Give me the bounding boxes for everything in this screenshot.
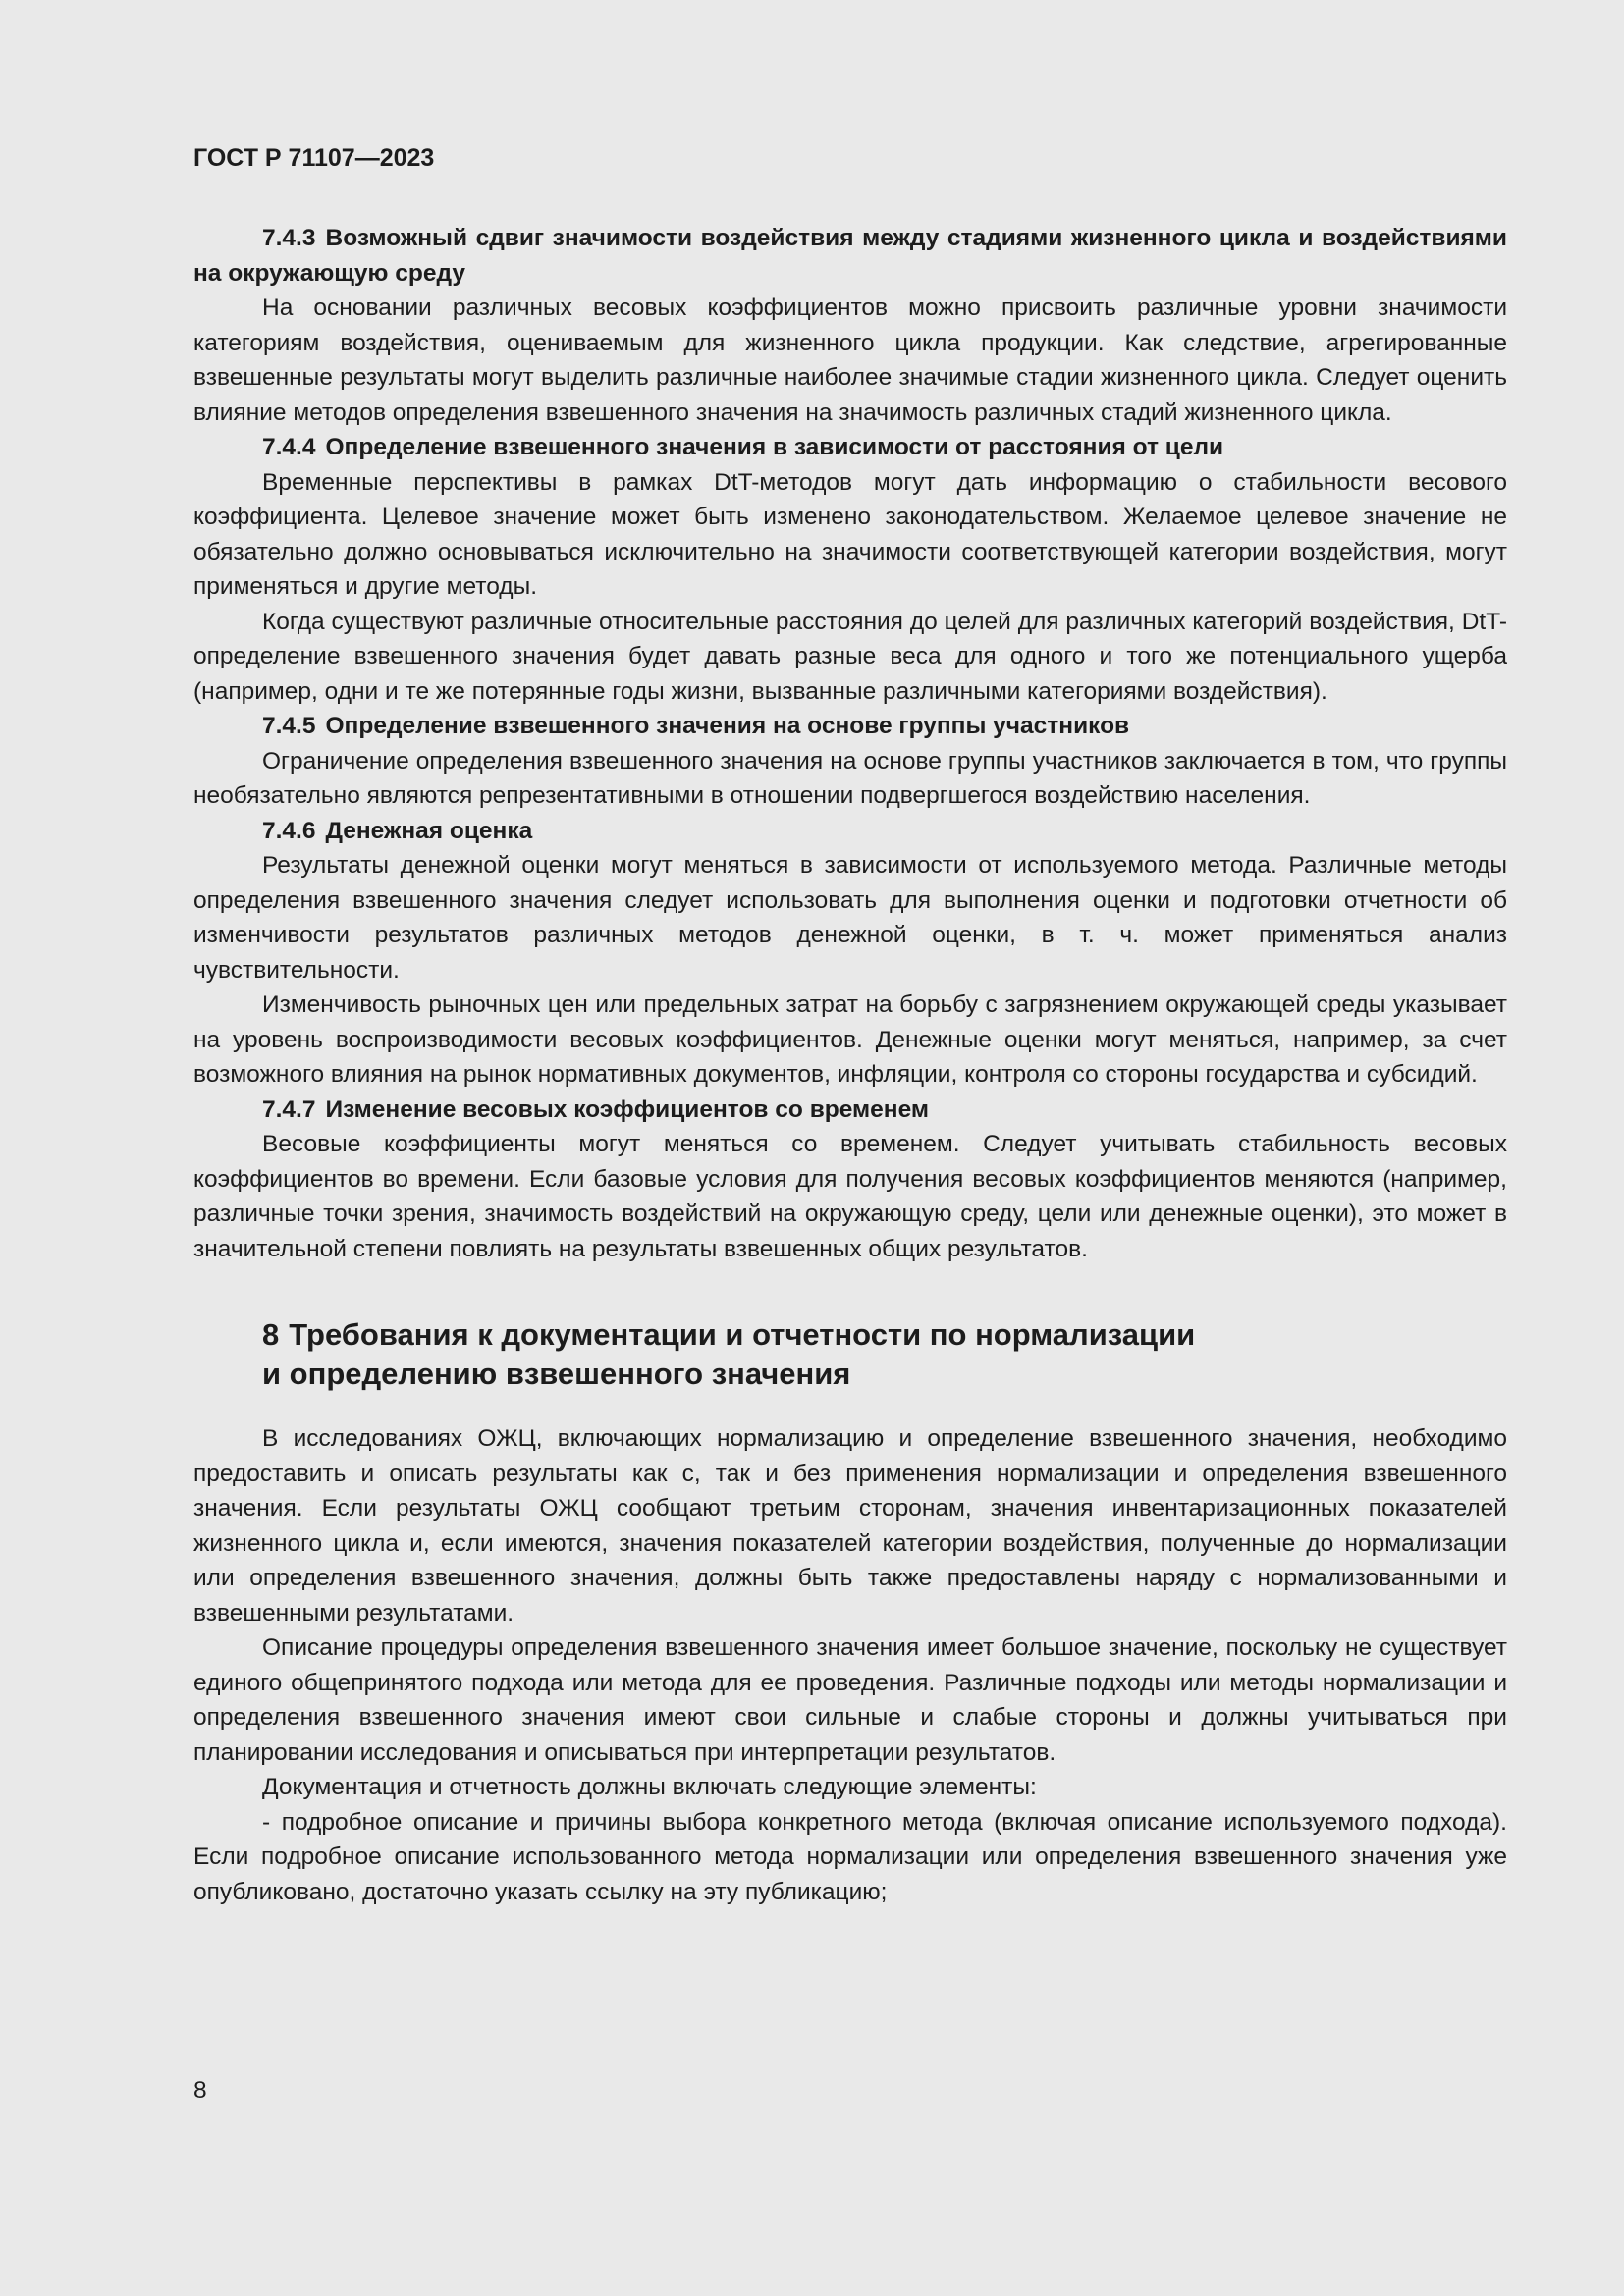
- clause-7-4-5: [193, 709, 1507, 814]
- clause-7-4-6: [193, 814, 1507, 1093]
- clause-title: [193, 814, 1507, 849]
- section-number: 8: [262, 1317, 280, 1352]
- paragraph: Весовые коэффициенты могут меняться со временем. Следует учитывать стабильность весовых коэффициентов во времени. Если базовые условия для получения весовых коэффициентов меняются (например, различные точки зрения, значимость воздействий на окружающую среду, цели или денежные оценки), это может в значительной степени повлиять на результаты взвешенных общих результатов.: [193, 1131, 1507, 1262]
- section-title: [262, 1315, 1507, 1394]
- clause-number: 7.4.5: [262, 713, 316, 739]
- clause-heading: Определение взвешенного значения на основе группы участников: [325, 713, 1130, 739]
- document-page: [193, 142, 1507, 1909]
- clause-title: [193, 1093, 1507, 1128]
- clause-heading: Денежная оценка: [325, 817, 533, 844]
- page-number: 8: [193, 2077, 207, 2104]
- clause-title: [193, 709, 1507, 744]
- paragraph: Изменчивость рыночных цен или предельных затрат на борьбу с загрязнением окружающей среды указывает на уровень воспроизводимости весовых коэффициентов. Денежные оценки могут меняться, например, за счет возможного влияния на рынок нормативных документов, инфляции, контроля со стороны государства и субсидий.: [193, 991, 1507, 1088]
- clauses: [193, 221, 1507, 1266]
- clause-number: 7.4.7: [262, 1095, 316, 1123]
- clause-7-4-3: [193, 221, 1507, 430]
- section-title-line-1: Требования к документации и отчетности по нормализации: [289, 1317, 1196, 1352]
- paragraph: Описание процедуры определения взвешенного значения имеет большое значение, поскольку не существует единого общепринятого подхода или метода для ее проведения. Различные подходы или методы нормализации и определения взвешенного значения имеют свои сильные и слабые стороны и должны учитываться при планировании исследования и описываться при интерпретации результатов.: [193, 1634, 1507, 1766]
- section-8: [193, 1315, 1507, 1909]
- list-item: - подробное описание и причины выбора конкретного метода (включая описание используемого подхода). Если подробное описание использованного метода нормализации или определения взвешенного значения уже опубликовано, достаточно указать ссылку на эту публикацию;: [193, 1808, 1507, 1905]
- paragraph: На основании различных весовых коэффициентов можно присвоить различные уровни значимости категориям воздействия, оцениваемым для жизненного цикла продукции. Как следствие, агрегированные взвешенные результаты могут выделить различные наиболее значимые стадии жизненного цикла. Следует оценить влияние методов определения взвешенного значения на значимость различных стадий жизненного цикла.: [193, 294, 1507, 426]
- clause-number: 7.4.6: [262, 817, 316, 844]
- clause-7-4-7: [193, 1093, 1507, 1267]
- paragraph: Документация и отчетность должны включать следующие элементы:: [262, 1774, 1037, 1800]
- paragraph: В исследованиях ОЖЦ, включающих нормализацию и определение взвешенного значения, необходимо предоставить и описать результаты как с, так и без применения нормализации и определения взвешенного значения. Если результаты ОЖЦ сообщают третьим сторонам, значения инвентаризационных показателей жизненного цикла и, если имеются, значения показателей категории воздействия, полученные до нормализации или определения взвешенного значения, должны быть также предоставлены наряду с нормализованными и взвешенными результатами.: [193, 1425, 1507, 1627]
- clause-heading: Определение взвешенного значения в зависимости от расстояния от цели: [325, 434, 1224, 460]
- document-header: ГОСТ Р 71107—2023: [193, 144, 435, 172]
- paragraph: Когда существуют различные относительные расстояния до целей для различных категорий воздействия, DtT-определение взвешенного значения будет давать разные веса для одного и того же потенциального ущерба (например, одни и те же потерянные годы жизни, вызванные различными категориями воздействия).: [193, 608, 1507, 705]
- paragraph: Результаты денежной оценки могут меняться в зависимости от используемого метода. Различные методы определения взвешенного значения следует использовать для выполнения оценки и подготовки отчетности об изменчивости результатов различных методов денежной оценки, в т. ч. может применяться анализ чувствительности.: [193, 852, 1507, 984]
- clause-number: 7.4.3: [262, 225, 316, 251]
- clause-heading: Возможный сдвиг значимости воздействия между стадиями жизненного цикла и воздействиями на окружающую среду: [193, 225, 1507, 287]
- clause-title: [193, 221, 1507, 291]
- clause-number: 7.4.4: [262, 434, 316, 460]
- paragraph: Временные перспективы в рамках DtT-методов могут дать информацию о стабильности весового коэффициента. Целевое значение может быть изменено законодательством. Желаемое целевое значение не обязательно должно основываться исключительно на значимости соответствующей категории воздействия, могут применяться и другие методы.: [193, 468, 1507, 600]
- section-title-line-2: и определению взвешенного значения: [262, 1357, 851, 1391]
- clause-heading: Изменение весовых коэффициентов со временем: [325, 1095, 929, 1123]
- clause-title: [193, 430, 1507, 465]
- clause-7-4-4: [193, 430, 1507, 709]
- paragraph: Ограничение определения взвешенного значения на основе группы участников заключается в том, что группы необязательно являются репрезентативными в отношении подвергшегося воздействию населения.: [193, 747, 1507, 809]
